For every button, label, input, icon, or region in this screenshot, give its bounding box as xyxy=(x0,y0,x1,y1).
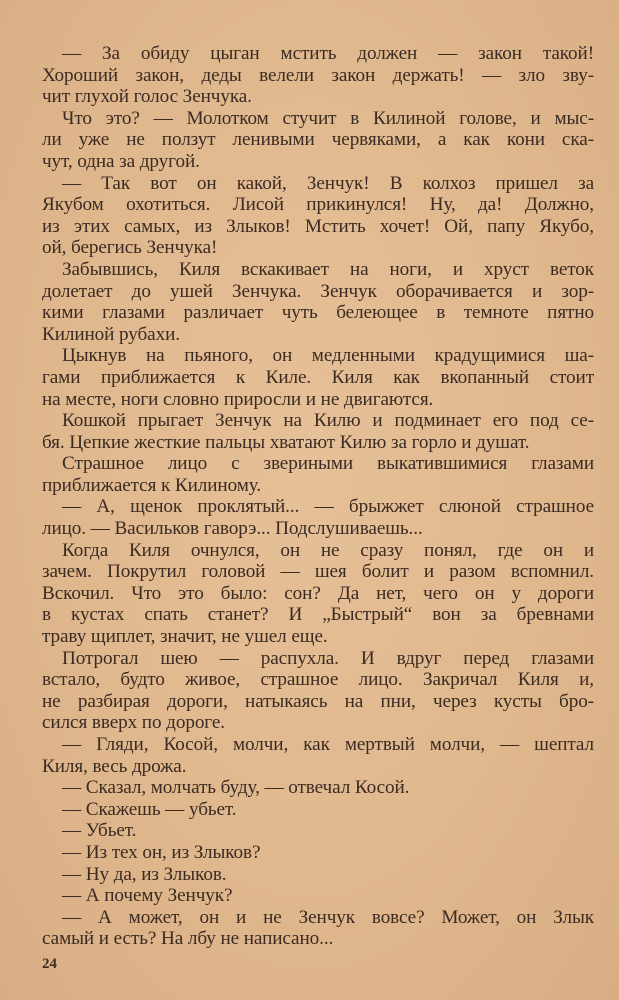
text-line: чут, одна за другой. xyxy=(42,150,200,172)
text-line: — Скажешь — убьет. xyxy=(62,798,237,820)
text-line: самый и есть? На лбу не написано... xyxy=(42,928,334,950)
text-line: — Убьет. xyxy=(62,820,137,842)
text-line: траву щиплет, значит, не ушел еще. xyxy=(42,626,328,648)
text-line: кими глазами различает чуть белеющее в темноте пятно xyxy=(42,302,594,324)
text-line: — А, щенок проклятый... — брыжжет слюной страшное xyxy=(62,496,594,518)
text-line: лицо. — Васильков гаворэ... Подслушиваешь... xyxy=(42,518,423,540)
text-line: — За обиду цыган мстить должен — закон такой! xyxy=(62,43,594,64)
text-line: сился вверх по дороге. xyxy=(42,712,225,734)
text-line: Цыкнув на пьяного, он медленными крадущимися ша- xyxy=(62,345,594,367)
text-line: Кошкой прыгает Зенчук на Килю и подминает его под се- xyxy=(62,410,594,432)
text-line: — Сказал, молчать буду, — отвечал Косой. xyxy=(62,777,410,799)
text-line: — Так вот он какой, Зенчук! В колхоз пришел за xyxy=(62,172,594,194)
text-line: Когда Киля очнулся, он не сразу понял, где он и xyxy=(62,539,594,561)
text-line: гами приближается к Киле. Киля как вкопанный стоит xyxy=(42,366,594,388)
text-line: Якубом охотиться. Лисой прикинулся! Ну, да! Должно, xyxy=(42,194,594,216)
text-line: — А может, он и не Зенчук вовсе? Может, он Злык xyxy=(62,906,594,928)
text-line: Забывшись, Киля вскакивает на ноги, и хруст веток xyxy=(62,258,594,280)
text-line: ой, берегись Зенчука! xyxy=(42,237,218,259)
page-number: 24 xyxy=(42,956,57,972)
text-line: Киля, весь дрожа. xyxy=(42,755,187,777)
text-line: Килиной рубахи. xyxy=(42,323,180,345)
text-line: — А почему Зенчук? xyxy=(62,885,233,907)
text-line: Что это? — Молотком стучит в Килиной голове, и мыс- xyxy=(62,107,594,129)
text-line: Хороший закон, деды велели закон держать! — зло зву- xyxy=(42,64,594,86)
text-line: Вскочил. Что это было: сон? Да нет, чего он у дороги xyxy=(42,582,594,604)
text-line: Страшное лицо с звериными выкатившимися глазами xyxy=(62,453,594,475)
text-line: из этих самых, из Злыков! Мстить хочет! Ой, папу Якубо, xyxy=(42,215,594,237)
text-line: — Из тех он, из Злыков? xyxy=(62,841,261,863)
text-line: бя. Цепкие жесткие пальцы хватают Килю за горло и душат. xyxy=(42,431,530,453)
text-line: на месте, ноги словно приросли и не двигаются. xyxy=(42,388,434,410)
text-line: — Гляди, Косой, молчи, как мертвый молчи, — шептал xyxy=(62,734,594,755)
text-line: — Ну да, из Злыков. xyxy=(62,863,227,885)
text-line: зачем. Покрутил головой — шея болит и разом вспомнил. xyxy=(42,561,594,583)
text-line: не разбирая дороги, натыкаясь на пни, через кусты бро- xyxy=(42,690,594,712)
page-text xyxy=(42,43,594,950)
text-line: долетает до ушей Зенчука. Зенчук оборачивается и зор- xyxy=(42,280,594,302)
text-line: встало, будто живое, страшное лицо. Закричал Киля и, xyxy=(42,669,594,691)
text-line: Потрогал шею — распухла. И вдруг перед глазами xyxy=(62,647,594,669)
text-line: чит глухой голос Зенчука. xyxy=(42,86,252,108)
text-line: в кустах спать станет? И „Быстрый“ вон за бревнами xyxy=(42,604,594,626)
text-line: ли уже не ползут ленивыми червяками, а как кони ска- xyxy=(42,129,594,151)
text-line: приближается к Килиному. xyxy=(42,474,262,496)
